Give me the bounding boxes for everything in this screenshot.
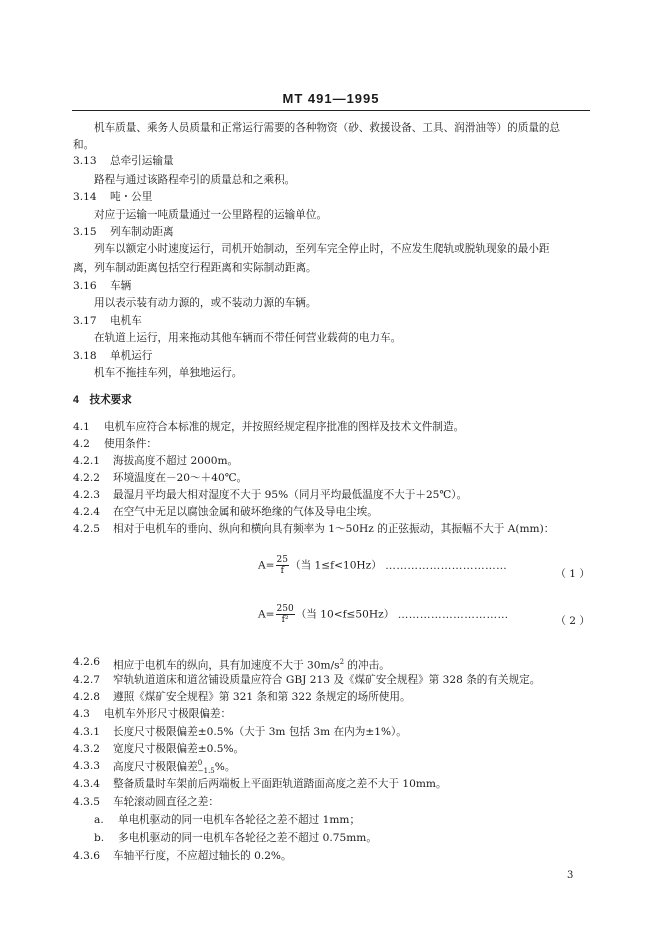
clause-number: 4.2.3 xyxy=(73,489,100,501)
list-marker: b. xyxy=(94,832,105,844)
clause-text: 电机车外形尺寸极限偏差： xyxy=(104,708,232,720)
leader-dots: …………………………… xyxy=(385,559,508,572)
clause-number: 4.2.6 xyxy=(73,656,100,668)
equation-number: （ 1 ） xyxy=(555,568,590,580)
page-number: 3 xyxy=(567,870,574,881)
clause-text: 遵照《煤矿安全规程》第 321 条和第 322 条规定的场所使用。 xyxy=(113,691,411,703)
clause-definition: 用以表示装有动力源的，或不装动力源的车辆。 xyxy=(94,297,317,309)
superscript: 2 xyxy=(339,658,345,666)
clause-text: 窄轨轨道道床和道岔铺设质量应符合 GBJ 213 及《煤矿安全规程》第 328 条的有关规定。 xyxy=(113,674,541,686)
equation-lhs: A= xyxy=(258,608,275,621)
equation-2 xyxy=(258,604,509,625)
paragraph-line: 机车质量、乘务人员质量和正常运行需要的各种物资（砂、救援设备、工具、润滑油等）的质量的总 xyxy=(94,122,561,134)
equation-condition: （当 1≤f<10Hz） xyxy=(289,559,382,572)
clause-term: 列车制动距离 xyxy=(110,226,174,238)
clause-text xyxy=(113,655,390,673)
clause-number: 4.3.1 xyxy=(73,726,100,738)
tolerance-upper: 0 xyxy=(197,759,203,767)
clause-term: 单机运行 xyxy=(110,350,153,362)
equation-lhs: A= xyxy=(258,559,275,572)
clause-definition: 路程与通过该路程牵引的质量总和之乘积。 xyxy=(94,174,296,186)
clause-number: 4.2.8 xyxy=(73,691,100,703)
clause-number: 3.16 xyxy=(73,280,97,292)
paragraph-line: 和。 xyxy=(73,139,95,151)
fraction xyxy=(276,555,289,576)
clause-text: 海拔高度不超过 2000m。 xyxy=(113,455,239,467)
clause-text xyxy=(113,759,235,775)
clause-number: 3.14 xyxy=(73,191,97,203)
clause-definition: 列车以额定小时速度运行，司机开始制动，至列车完全停止时，不应发生爬轨或脱轨现象的最小距 xyxy=(94,243,550,255)
clause-text: 宽度尺寸极限偏差±0.5%。 xyxy=(113,743,245,755)
leader-dots: ………………………… xyxy=(397,608,509,621)
equation-1 xyxy=(258,555,507,576)
clause-number: 4.2.5 xyxy=(73,523,100,535)
standard-code-header: MT 491—1995 xyxy=(282,91,380,106)
tolerance-stack xyxy=(198,759,215,775)
clause-number: 4.2 xyxy=(73,438,90,450)
clause-definition: 对应于运输一吨质量通过一公里路程的运输单位。 xyxy=(94,209,328,221)
list-item-text: 多电机驱动的同一电机车各轮径之差不超过 0.75mm。 xyxy=(118,832,377,844)
fraction-denominator: f² xyxy=(281,615,289,625)
clause-text: 最湿月平均最大相对湿度不大于 95%（同月平均最低温度不大于＋25℃）。 xyxy=(113,489,468,501)
clause-term: 总牵引运输量 xyxy=(110,155,174,167)
clause-term: 车辆 xyxy=(110,280,132,292)
clause-text: 环境温度在－20～＋40℃。 xyxy=(113,472,248,484)
clause-number: 4.2.4 xyxy=(73,506,100,518)
clause-number: 4.3.4 xyxy=(73,778,100,790)
clause-definition: 在轨道上运行，用来拖动其他车辆而不带任何营业载荷的电力车。 xyxy=(94,332,402,344)
clause-number: 4.3.5 xyxy=(73,796,100,808)
clause-text: 相对于电机车的垂向、纵向和横向具有频率为 1～50Hz 的正弦振动，其振幅不大于 A(mm)： xyxy=(113,523,555,535)
clause-number: 4.1 xyxy=(73,421,90,433)
list-item-text: 单电机驱动的同一电机车各轮径之差不超过 1mm； xyxy=(118,814,361,826)
fraction-numerator: 250 xyxy=(276,604,294,614)
clause-number: 4.2.2 xyxy=(73,472,100,484)
clause-text: 长度尺寸极限偏差±0.5%（大于 3m 包括 3m 在内为±1%）。 xyxy=(113,726,407,738)
clause-text: 车轴平行度，不应超过轴长的 0.2%。 xyxy=(113,850,292,862)
fraction-denominator: f xyxy=(280,566,284,576)
clause-term: 电机车 xyxy=(110,315,142,327)
clause-term: 吨・公里 xyxy=(110,191,153,203)
equation-condition: （当 10<f≤50Hz） xyxy=(295,608,395,621)
clause-definition: 离，列车制动距离包括空行程距离和实际制动距离。 xyxy=(73,262,317,274)
clause-text: 在空气中无足以腐蚀金属和破坏绝缘的气体及导电尘埃。 xyxy=(113,506,378,518)
equation-number: （ 2 ） xyxy=(555,615,590,627)
clause-number: 3.18 xyxy=(73,350,97,362)
clause-text: 使用条件： xyxy=(104,438,157,450)
fraction xyxy=(276,604,295,625)
clause-text: 电机车应符合本标准的规定，并按照经规定程序批准的图样及技术文件制造。 xyxy=(104,421,465,433)
clause-text-part: %。 xyxy=(214,761,236,773)
fraction-numerator: 25 xyxy=(276,555,288,565)
clause-text: 整备质量时车架前后两端板上平面距轨道踏面高度之差不大于 10mm。 xyxy=(113,778,447,790)
clause-number: 3.15 xyxy=(73,226,97,238)
clause-text: 车轮滚动圆直径之差： xyxy=(113,796,219,808)
tolerance-lower: −1.5 xyxy=(197,767,215,775)
clause-number: 3.17 xyxy=(73,315,97,327)
clause-number: 4.2.1 xyxy=(73,455,100,467)
list-marker: a. xyxy=(94,814,104,826)
clause-number: 4.3.6 xyxy=(73,850,100,862)
clause-number: 4.3.3 xyxy=(73,760,100,772)
clause-definition: 机车不拖挂车列，单独地运行。 xyxy=(94,367,243,379)
clause-number: 3.13 xyxy=(73,155,97,167)
clause-number: 4.2.7 xyxy=(73,674,100,686)
clause-number: 4.3.2 xyxy=(73,743,100,755)
clause-number: 4.3 xyxy=(73,708,90,720)
header-rule xyxy=(72,110,590,111)
section-heading: 4 技术要求 xyxy=(73,394,132,406)
clause-text-part: 的冲击。 xyxy=(344,659,390,672)
clause-text-part: 高度尺寸极限偏差 xyxy=(113,761,198,773)
clause-text-part: 相应于电机车的纵向，具有加速度不大于 30m/s xyxy=(113,659,340,672)
